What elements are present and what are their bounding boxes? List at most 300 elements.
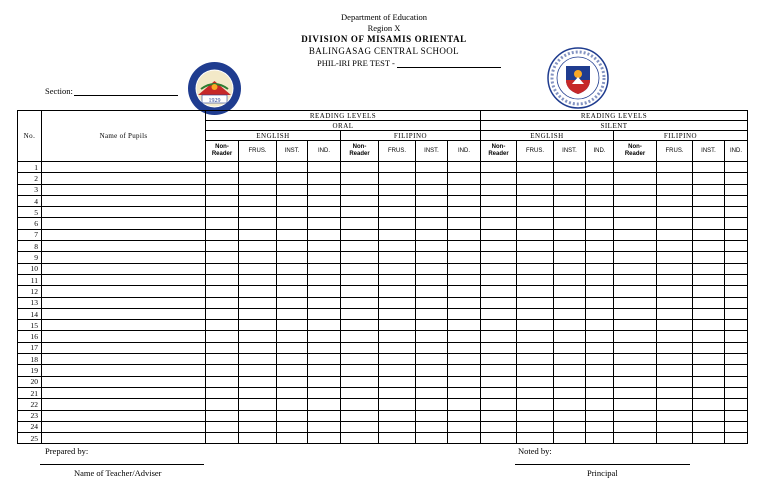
level-check-cell[interactable] <box>416 376 448 387</box>
level-check-cell[interactable] <box>586 286 614 297</box>
level-check-cell[interactable] <box>725 241 748 252</box>
pupil-name-cell[interactable] <box>42 320 206 331</box>
level-check-cell[interactable] <box>657 297 693 308</box>
pupil-name-cell[interactable] <box>42 274 206 285</box>
level-check-cell[interactable] <box>554 410 586 421</box>
level-check-cell[interactable] <box>586 331 614 342</box>
level-check-cell[interactable] <box>554 433 586 444</box>
level-check-cell[interactable] <box>416 342 448 353</box>
level-check-cell[interactable] <box>657 207 693 218</box>
level-check-cell[interactable] <box>277 365 308 376</box>
level-check-cell[interactable] <box>448 241 481 252</box>
level-check-cell[interactable] <box>416 354 448 365</box>
level-check-cell[interactable] <box>277 162 308 173</box>
level-check-cell[interactable] <box>206 229 239 240</box>
level-check-cell[interactable] <box>448 421 481 432</box>
level-check-cell[interactable] <box>614 331 657 342</box>
level-check-cell[interactable] <box>614 195 657 206</box>
level-check-cell[interactable] <box>308 331 341 342</box>
level-check-cell[interactable] <box>725 297 748 308</box>
level-check-cell[interactable] <box>725 387 748 398</box>
level-check-cell[interactable] <box>277 421 308 432</box>
pupil-name-cell[interactable] <box>42 286 206 297</box>
level-check-cell[interactable] <box>206 376 239 387</box>
level-check-cell[interactable] <box>517 365 554 376</box>
level-check-cell[interactable] <box>206 263 239 274</box>
level-check-cell[interactable] <box>416 320 448 331</box>
level-check-cell[interactable] <box>277 320 308 331</box>
level-check-cell[interactable] <box>481 207 517 218</box>
level-check-cell[interactable] <box>586 376 614 387</box>
level-check-cell[interactable] <box>586 297 614 308</box>
level-check-cell[interactable] <box>206 410 239 421</box>
level-check-cell[interactable] <box>657 274 693 285</box>
pupil-name-cell[interactable] <box>42 162 206 173</box>
level-check-cell[interactable] <box>481 433 517 444</box>
level-check-cell[interactable] <box>379 387 416 398</box>
level-check-cell[interactable] <box>416 252 448 263</box>
level-check-cell[interactable] <box>277 218 308 229</box>
level-check-cell[interactable] <box>308 173 341 184</box>
level-check-cell[interactable] <box>341 308 379 319</box>
level-check-cell[interactable] <box>206 274 239 285</box>
level-check-cell[interactable] <box>481 399 517 410</box>
level-check-cell[interactable] <box>481 354 517 365</box>
level-check-cell[interactable] <box>308 162 341 173</box>
level-check-cell[interactable] <box>206 342 239 353</box>
level-check-cell[interactable] <box>586 162 614 173</box>
level-check-cell[interactable] <box>341 387 379 398</box>
level-check-cell[interactable] <box>517 376 554 387</box>
level-check-cell[interactable] <box>379 365 416 376</box>
pupil-name-cell[interactable] <box>42 173 206 184</box>
level-check-cell[interactable] <box>614 433 657 444</box>
level-check-cell[interactable] <box>308 241 341 252</box>
level-check-cell[interactable] <box>614 229 657 240</box>
level-check-cell[interactable] <box>517 286 554 297</box>
level-check-cell[interactable] <box>308 421 341 432</box>
level-check-cell[interactable] <box>693 229 725 240</box>
level-check-cell[interactable] <box>448 354 481 365</box>
pupil-name-cell[interactable] <box>42 410 206 421</box>
level-check-cell[interactable] <box>341 410 379 421</box>
level-check-cell[interactable] <box>341 162 379 173</box>
level-check-cell[interactable] <box>379 342 416 353</box>
level-check-cell[interactable] <box>341 331 379 342</box>
level-check-cell[interactable] <box>341 229 379 240</box>
level-check-cell[interactable] <box>657 365 693 376</box>
level-check-cell[interactable] <box>554 331 586 342</box>
level-check-cell[interactable] <box>277 195 308 206</box>
level-check-cell[interactable] <box>416 297 448 308</box>
level-check-cell[interactable] <box>586 433 614 444</box>
level-check-cell[interactable] <box>614 218 657 229</box>
level-check-cell[interactable] <box>277 354 308 365</box>
level-check-cell[interactable] <box>614 274 657 285</box>
level-check-cell[interactable] <box>277 286 308 297</box>
level-check-cell[interactable] <box>586 354 614 365</box>
pupil-name-cell[interactable] <box>42 421 206 432</box>
level-check-cell[interactable] <box>481 297 517 308</box>
level-check-cell[interactable] <box>308 387 341 398</box>
level-check-cell[interactable] <box>277 331 308 342</box>
level-check-cell[interactable] <box>379 354 416 365</box>
level-check-cell[interactable] <box>481 286 517 297</box>
level-check-cell[interactable] <box>554 195 586 206</box>
level-check-cell[interactable] <box>586 173 614 184</box>
level-check-cell[interactable] <box>448 342 481 353</box>
level-check-cell[interactable] <box>554 354 586 365</box>
level-check-cell[interactable] <box>586 241 614 252</box>
level-check-cell[interactable] <box>693 410 725 421</box>
level-check-cell[interactable] <box>341 365 379 376</box>
level-check-cell[interactable] <box>657 320 693 331</box>
level-check-cell[interactable] <box>416 308 448 319</box>
level-check-cell[interactable] <box>725 331 748 342</box>
level-check-cell[interactable] <box>725 354 748 365</box>
level-check-cell[interactable] <box>416 207 448 218</box>
level-check-cell[interactable] <box>379 263 416 274</box>
level-check-cell[interactable] <box>586 365 614 376</box>
level-check-cell[interactable] <box>416 399 448 410</box>
level-check-cell[interactable] <box>693 184 725 195</box>
level-check-cell[interactable] <box>416 263 448 274</box>
level-check-cell[interactable] <box>308 410 341 421</box>
level-check-cell[interactable] <box>206 173 239 184</box>
level-check-cell[interactable] <box>379 162 416 173</box>
level-check-cell[interactable] <box>614 365 657 376</box>
level-check-cell[interactable] <box>206 195 239 206</box>
level-check-cell[interactable] <box>554 162 586 173</box>
level-check-cell[interactable] <box>517 433 554 444</box>
level-check-cell[interactable] <box>448 286 481 297</box>
level-check-cell[interactable] <box>308 195 341 206</box>
level-check-cell[interactable] <box>614 421 657 432</box>
level-check-cell[interactable] <box>341 376 379 387</box>
level-check-cell[interactable] <box>614 207 657 218</box>
level-check-cell[interactable] <box>693 173 725 184</box>
level-check-cell[interactable] <box>586 399 614 410</box>
level-check-cell[interactable] <box>341 184 379 195</box>
level-check-cell[interactable] <box>379 297 416 308</box>
level-check-cell[interactable] <box>517 241 554 252</box>
level-check-cell[interactable] <box>308 399 341 410</box>
level-check-cell[interactable] <box>725 399 748 410</box>
level-check-cell[interactable] <box>379 173 416 184</box>
level-check-cell[interactable] <box>481 241 517 252</box>
level-check-cell[interactable] <box>239 274 277 285</box>
level-check-cell[interactable] <box>277 433 308 444</box>
level-check-cell[interactable] <box>277 297 308 308</box>
level-check-cell[interactable] <box>517 162 554 173</box>
pupil-name-cell[interactable] <box>42 263 206 274</box>
level-check-cell[interactable] <box>586 229 614 240</box>
level-check-cell[interactable] <box>517 263 554 274</box>
level-check-cell[interactable] <box>586 410 614 421</box>
level-check-cell[interactable] <box>379 376 416 387</box>
level-check-cell[interactable] <box>481 263 517 274</box>
level-check-cell[interactable] <box>693 342 725 353</box>
pupil-name-cell[interactable] <box>42 297 206 308</box>
level-check-cell[interactable] <box>448 331 481 342</box>
level-check-cell[interactable] <box>586 274 614 285</box>
level-check-cell[interactable] <box>277 308 308 319</box>
level-check-cell[interactable] <box>481 274 517 285</box>
level-check-cell[interactable] <box>239 387 277 398</box>
level-check-cell[interactable] <box>586 342 614 353</box>
level-check-cell[interactable] <box>657 263 693 274</box>
level-check-cell[interactable] <box>614 376 657 387</box>
level-check-cell[interactable] <box>481 308 517 319</box>
level-check-cell[interactable] <box>554 207 586 218</box>
level-check-cell[interactable] <box>517 342 554 353</box>
level-check-cell[interactable] <box>308 286 341 297</box>
level-check-cell[interactable] <box>614 241 657 252</box>
level-check-cell[interactable] <box>379 274 416 285</box>
pupil-name-cell[interactable] <box>42 207 206 218</box>
level-check-cell[interactable] <box>725 252 748 263</box>
level-check-cell[interactable] <box>586 184 614 195</box>
level-check-cell[interactable] <box>277 274 308 285</box>
level-check-cell[interactable] <box>554 184 586 195</box>
level-check-cell[interactable] <box>308 354 341 365</box>
level-check-cell[interactable] <box>657 184 693 195</box>
level-check-cell[interactable] <box>416 184 448 195</box>
level-check-cell[interactable] <box>206 308 239 319</box>
level-check-cell[interactable] <box>586 387 614 398</box>
level-check-cell[interactable] <box>725 365 748 376</box>
level-check-cell[interactable] <box>614 308 657 319</box>
level-check-cell[interactable] <box>239 376 277 387</box>
level-check-cell[interactable] <box>341 320 379 331</box>
level-check-cell[interactable] <box>341 207 379 218</box>
level-check-cell[interactable] <box>379 433 416 444</box>
level-check-cell[interactable] <box>725 263 748 274</box>
level-check-cell[interactable] <box>379 399 416 410</box>
level-check-cell[interactable] <box>614 286 657 297</box>
level-check-cell[interactable] <box>206 184 239 195</box>
level-check-cell[interactable] <box>206 354 239 365</box>
level-check-cell[interactable] <box>416 218 448 229</box>
level-check-cell[interactable] <box>693 252 725 263</box>
level-check-cell[interactable] <box>657 241 693 252</box>
level-check-cell[interactable] <box>308 184 341 195</box>
level-check-cell[interactable] <box>554 342 586 353</box>
level-check-cell[interactable] <box>517 331 554 342</box>
level-check-cell[interactable] <box>517 184 554 195</box>
level-check-cell[interactable] <box>308 320 341 331</box>
pupil-name-cell[interactable] <box>42 218 206 229</box>
level-check-cell[interactable] <box>725 184 748 195</box>
level-check-cell[interactable] <box>239 331 277 342</box>
level-check-cell[interactable] <box>277 376 308 387</box>
level-check-cell[interactable] <box>554 421 586 432</box>
level-check-cell[interactable] <box>657 387 693 398</box>
level-check-cell[interactable] <box>725 421 748 432</box>
level-check-cell[interactable] <box>657 410 693 421</box>
level-check-cell[interactable] <box>448 229 481 240</box>
pupil-name-cell[interactable] <box>42 308 206 319</box>
level-check-cell[interactable] <box>554 308 586 319</box>
level-check-cell[interactable] <box>657 173 693 184</box>
level-check-cell[interactable] <box>448 376 481 387</box>
level-check-cell[interactable] <box>341 263 379 274</box>
level-check-cell[interactable] <box>481 320 517 331</box>
pupil-name-cell[interactable] <box>42 433 206 444</box>
level-check-cell[interactable] <box>657 308 693 319</box>
level-check-cell[interactable] <box>341 252 379 263</box>
level-check-cell[interactable] <box>341 297 379 308</box>
level-check-cell[interactable] <box>308 342 341 353</box>
level-check-cell[interactable] <box>308 263 341 274</box>
level-check-cell[interactable] <box>448 274 481 285</box>
level-check-cell[interactable] <box>614 399 657 410</box>
level-check-cell[interactable] <box>206 421 239 432</box>
level-check-cell[interactable] <box>657 195 693 206</box>
level-check-cell[interactable] <box>657 354 693 365</box>
level-check-cell[interactable] <box>725 433 748 444</box>
level-check-cell[interactable] <box>379 331 416 342</box>
level-check-cell[interactable] <box>586 207 614 218</box>
level-check-cell[interactable] <box>481 410 517 421</box>
level-check-cell[interactable] <box>206 297 239 308</box>
level-check-cell[interactable] <box>517 195 554 206</box>
level-check-cell[interactable] <box>517 297 554 308</box>
level-check-cell[interactable] <box>614 173 657 184</box>
level-check-cell[interactable] <box>693 421 725 432</box>
level-check-cell[interactable] <box>239 421 277 432</box>
level-check-cell[interactable] <box>693 162 725 173</box>
level-check-cell[interactable] <box>554 286 586 297</box>
level-check-cell[interactable] <box>586 421 614 432</box>
level-check-cell[interactable] <box>416 195 448 206</box>
level-check-cell[interactable] <box>416 365 448 376</box>
level-check-cell[interactable] <box>554 320 586 331</box>
level-check-cell[interactable] <box>614 184 657 195</box>
level-check-cell[interactable] <box>481 218 517 229</box>
level-check-cell[interactable] <box>239 433 277 444</box>
level-check-cell[interactable] <box>481 162 517 173</box>
level-check-cell[interactable] <box>239 354 277 365</box>
level-check-cell[interactable] <box>657 421 693 432</box>
level-check-cell[interactable] <box>341 195 379 206</box>
level-check-cell[interactable] <box>416 387 448 398</box>
level-check-cell[interactable] <box>586 218 614 229</box>
level-check-cell[interactable] <box>308 308 341 319</box>
level-check-cell[interactable] <box>517 399 554 410</box>
level-check-cell[interactable] <box>239 173 277 184</box>
level-check-cell[interactable] <box>725 286 748 297</box>
level-check-cell[interactable] <box>341 286 379 297</box>
level-check-cell[interactable] <box>693 207 725 218</box>
level-check-cell[interactable] <box>614 320 657 331</box>
level-check-cell[interactable] <box>448 308 481 319</box>
level-check-cell[interactable] <box>657 252 693 263</box>
level-check-cell[interactable] <box>725 376 748 387</box>
level-check-cell[interactable] <box>379 195 416 206</box>
level-check-cell[interactable] <box>416 433 448 444</box>
level-check-cell[interactable] <box>379 421 416 432</box>
level-check-cell[interactable] <box>416 162 448 173</box>
level-check-cell[interactable] <box>416 173 448 184</box>
level-check-cell[interactable] <box>517 320 554 331</box>
level-check-cell[interactable] <box>239 308 277 319</box>
pupil-name-cell[interactable] <box>42 195 206 206</box>
level-check-cell[interactable] <box>379 308 416 319</box>
level-check-cell[interactable] <box>517 354 554 365</box>
level-check-cell[interactable] <box>379 320 416 331</box>
level-check-cell[interactable] <box>341 274 379 285</box>
level-check-cell[interactable] <box>379 229 416 240</box>
level-check-cell[interactable] <box>239 207 277 218</box>
level-check-cell[interactable] <box>554 274 586 285</box>
pupil-name-cell[interactable] <box>42 342 206 353</box>
level-check-cell[interactable] <box>448 207 481 218</box>
pupil-name-cell[interactable] <box>42 376 206 387</box>
level-check-cell[interactable] <box>481 421 517 432</box>
level-check-cell[interactable] <box>554 218 586 229</box>
level-check-cell[interactable] <box>308 218 341 229</box>
level-check-cell[interactable] <box>277 241 308 252</box>
level-check-cell[interactable] <box>379 286 416 297</box>
level-check-cell[interactable] <box>308 433 341 444</box>
level-check-cell[interactable] <box>448 218 481 229</box>
pupil-name-cell[interactable] <box>42 331 206 342</box>
level-check-cell[interactable] <box>448 184 481 195</box>
level-check-cell[interactable] <box>554 229 586 240</box>
level-check-cell[interactable] <box>341 421 379 432</box>
level-check-cell[interactable] <box>308 252 341 263</box>
level-check-cell[interactable] <box>448 433 481 444</box>
level-check-cell[interactable] <box>725 410 748 421</box>
level-check-cell[interactable] <box>481 342 517 353</box>
level-check-cell[interactable] <box>693 195 725 206</box>
level-check-cell[interactable] <box>586 195 614 206</box>
level-check-cell[interactable] <box>554 376 586 387</box>
level-check-cell[interactable] <box>586 308 614 319</box>
level-check-cell[interactable] <box>725 173 748 184</box>
level-check-cell[interactable] <box>448 365 481 376</box>
level-check-cell[interactable] <box>693 433 725 444</box>
pupil-name-cell[interactable] <box>42 387 206 398</box>
level-check-cell[interactable] <box>517 387 554 398</box>
level-check-cell[interactable] <box>341 173 379 184</box>
level-check-cell[interactable] <box>206 162 239 173</box>
level-check-cell[interactable] <box>448 263 481 274</box>
level-check-cell[interactable] <box>693 365 725 376</box>
level-check-cell[interactable] <box>448 173 481 184</box>
level-check-cell[interactable] <box>725 342 748 353</box>
level-check-cell[interactable] <box>206 241 239 252</box>
level-check-cell[interactable] <box>554 241 586 252</box>
level-check-cell[interactable] <box>239 162 277 173</box>
level-check-cell[interactable] <box>239 286 277 297</box>
level-check-cell[interactable] <box>657 229 693 240</box>
level-check-cell[interactable] <box>379 241 416 252</box>
level-check-cell[interactable] <box>416 421 448 432</box>
level-check-cell[interactable] <box>481 387 517 398</box>
level-check-cell[interactable] <box>239 342 277 353</box>
level-check-cell[interactable] <box>517 229 554 240</box>
level-check-cell[interactable] <box>448 252 481 263</box>
level-check-cell[interactable] <box>693 241 725 252</box>
level-check-cell[interactable] <box>693 218 725 229</box>
pupil-name-cell[interactable] <box>42 354 206 365</box>
level-check-cell[interactable] <box>239 184 277 195</box>
level-check-cell[interactable] <box>379 252 416 263</box>
level-check-cell[interactable] <box>554 387 586 398</box>
pupil-name-cell[interactable] <box>42 241 206 252</box>
